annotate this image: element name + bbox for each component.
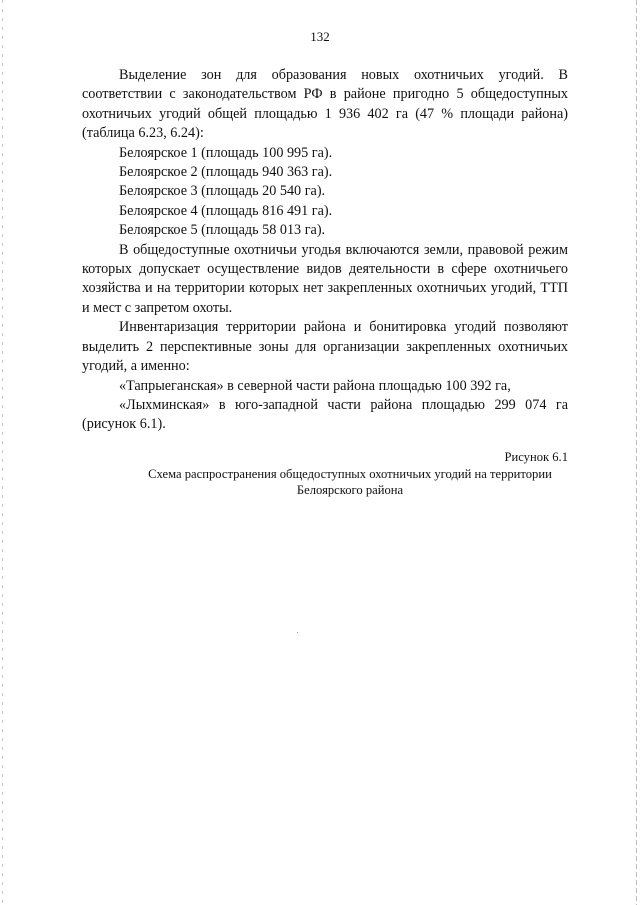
list-item: Белоярское 4 (площадь 816 491 га). [119,202,333,219]
figure-caption [100,466,600,498]
body-text [82,66,568,435]
paragraph-inventory: Инвентаризация территории района и бонитировка угодий позволяют выделить 2 перспективные зоны для организации закрепленных охотничьих угодий, а именно: [82,319,568,375]
figure-caption-line: Белоярского района [296,483,404,497]
page-number: 132 [310,29,330,44]
paragraph-zones-intro: Выделение зон для образования новых охотничьих угодий. В соответствии с законодательством РФ в районе пригодно 5 общедоступных охотничьих угодий общей площадью 1 936 402 га (47 % площади района) (таблица 6.23, 6.24): [82,67,568,142]
paragraph-zone-taprygan: «Тапрыеганская» в северной части района площадью 100 392 га, [119,377,511,394]
list-item: Белоярское 5 (площадь 58 013 га). [119,222,326,239]
list-item: Белоярское 3 (площадь 20 540 га). [119,183,326,200]
scan-edge-left [2,0,3,905]
scan-speck [297,632,298,633]
scan-edge-right [636,0,637,905]
list-item: Белоярское 2 (площадь 940 363 га). [119,164,333,181]
figure-caption-line: Схема распространения общедоступных охотничьих угодий на территории [148,467,552,481]
figure-number: Рисунок 6.1 [504,450,568,464]
paragraph-zone-lykhma: «Лыхминская» в юго-западной части района площадью 299 074 га (рисунок 6.1). [82,396,568,433]
list-item: Белоярское 1 (площадь 100 995 га). [119,144,333,161]
paragraph-public-lands: В общедоступные охотничьи угодья включаются земли, правовой режим которых допускает осуществление видов деятельности в сфере охотничьего хозяйства и на территории которых нет закрепленных охотничьих угодий, ТТП и мест с запретом охоты. [82,241,568,316]
